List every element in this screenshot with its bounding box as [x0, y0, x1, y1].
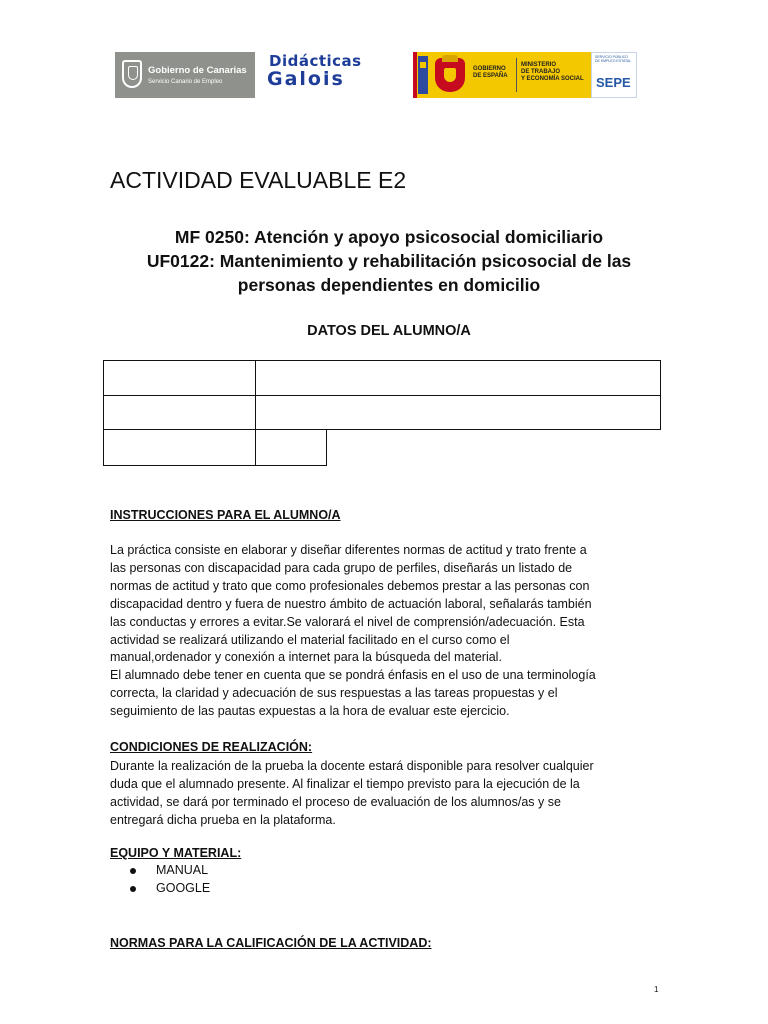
didacticas-galois-logo: [263, 52, 405, 98]
equipment-heading: EQUIPO Y MATERIAL:: [110, 846, 242, 860]
instructions-line: manual,ordenador y conexión a internet para la búsqueda del material.: [110, 650, 502, 665]
student-table-value-cell[interactable]: [255, 429, 327, 466]
student-table-label-cell: [103, 360, 256, 396]
gobierno-canarias-logo: [115, 52, 255, 98]
instructions-line: correcta, la claridad y adecuación de sus respuestas a las tareas propuestas y el: [110, 686, 558, 701]
student-table-value-cell[interactable]: [255, 395, 661, 430]
gobierno-espana-text: GOBIERNO DE ESPAÑA: [473, 66, 508, 79]
module-title: MF 0250: Atención y apoyo psicosocial domiciliario: [174, 227, 604, 247]
instructions-line: normas de actitud y trato que como profesionales debemos prestar a las personas con: [110, 578, 590, 593]
student-table-value-cell[interactable]: [255, 360, 661, 396]
instructions-line: seguimiento de las pautas expuestas a la hora de evaluar este ejercicio.: [110, 704, 510, 719]
didacticas-logo-line1: Didácticas: [269, 52, 362, 70]
conditions-line: duda que el alumnado presente. Al finalizar el tiempo previsto para la ejecución de la: [110, 776, 580, 791]
list-item: [130, 881, 210, 899]
instructions-paragraph: [110, 542, 666, 721]
conditions-heading: CONDICIONES DE REALIZACIÓN:: [110, 740, 313, 754]
instructions-line: las conductas y errores a evitar.Se valorará el nivel de comprensión/adecuación. Esta: [110, 614, 585, 629]
canarias-logo-line1: Gobierno de Canarias: [148, 65, 247, 76]
instructions-line: El alumnado debe tener en cuenta que se pondrá énfasis en el uso de una terminología: [110, 668, 596, 683]
sepe-small-text: SERVICIO PÚBLICO DE EMPLEO ESTATAL: [595, 55, 632, 63]
sepe-logo: [591, 52, 637, 98]
bullet-icon: [130, 868, 136, 874]
header-logos: [115, 52, 640, 98]
student-table-label-cell: [103, 429, 256, 466]
instructions-heading: INSTRUCCIONES PARA EL ALUMNO/A: [110, 508, 341, 522]
conditions-paragraph: [110, 758, 666, 830]
grading-heading: NORMAS PARA LA CALIFICACIÓN DE LA ACTIVIDAD:: [110, 936, 432, 950]
page-number: 1: [654, 985, 659, 994]
spain-coat-of-arms-icon: [435, 58, 465, 92]
gobierno-espana-logo: [413, 52, 591, 98]
instructions-line: La práctica consiste en elaborar y diseñar diferentes normas de actitud y trato frente a: [110, 543, 587, 557]
flag-stripe: [413, 52, 417, 98]
sepe-name: SEPE: [596, 75, 631, 90]
equipment-item-label: GOOGLE: [156, 881, 211, 895]
instructions-line: discapacidad dentro y fuera de nuestro ámbito de actuación laboral, señalarás también: [110, 596, 592, 611]
logo-divider: [516, 58, 517, 92]
unit-title-line2: personas dependientes en domicilio: [237, 275, 541, 295]
ministerio-text: MINISTERIO DE TRABAJO Y ECONOMÍA SOCIAL: [521, 62, 584, 82]
document-title: ACTIVIDAD EVALUABLE E2: [110, 167, 407, 193]
bullet-icon: [130, 886, 136, 892]
didacticas-logo-line2: Galois: [267, 68, 345, 90]
equipment-item-label: MANUAL: [156, 863, 209, 877]
list-item: [130, 863, 210, 881]
unit-title-line1: UF0122: Mantenimiento y rehabilitación psicosocial de las: [146, 251, 632, 271]
instructions-line: las personas con discapacidad para cada grupo de perfiles, diseñarás un listado de: [110, 560, 573, 575]
equipment-list: [130, 863, 210, 899]
instructions-line: actividad se realizará utilizando el material facilitado en el curso como el: [110, 632, 510, 647]
student-table-label-cell: [103, 395, 256, 430]
eu-flag-icon: [418, 56, 428, 94]
canarias-shield-icon: [122, 60, 142, 88]
conditions-line: actividad, se dará por terminado el proceso de evaluación de los alumnos/as y se: [110, 794, 561, 809]
canarias-logo-line2: Servicio Canario de Empleo: [148, 79, 223, 85]
conditions-line: Durante la realización de la prueba la docente estará disponible para resolver cualquier: [110, 759, 594, 773]
student-data-heading: DATOS DEL ALUMNO/A: [307, 323, 471, 339]
conditions-line: entregará dicha prueba en la plataforma.: [110, 812, 336, 827]
